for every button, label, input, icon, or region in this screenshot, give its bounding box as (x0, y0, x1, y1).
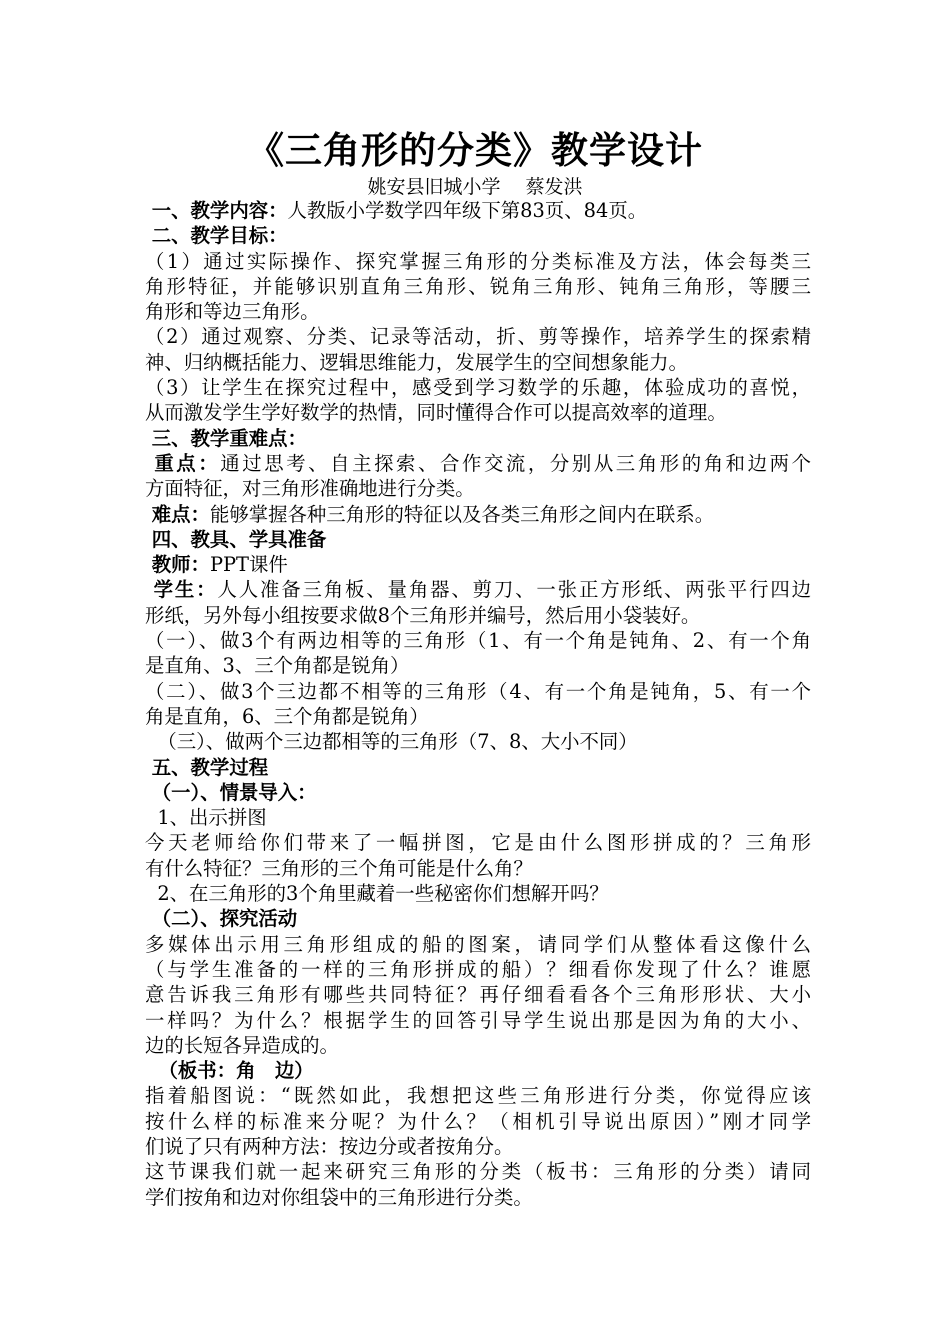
text-line (145, 653, 811, 678)
bold-label: 重点： (145, 451, 221, 475)
text-line (145, 932, 811, 957)
line-text: 角形特征，并能够识别直角三角形、锐角三角形、钝角三角形，等腰三 (145, 274, 811, 298)
line-text: 一样吗？为什么？根据学生的回答引导学生说出那是因为角的大小、 (145, 1008, 811, 1032)
text-line (145, 805, 811, 830)
text-line (145, 830, 811, 855)
line-text: 人人准备三角板、量角器、剪刀、一张正方形纸、两张平行四边 (217, 578, 811, 602)
text-line (145, 527, 811, 552)
text-line (145, 729, 811, 754)
line-text: （二）、做3个三边都不相等的三角形（4、有一个角是钝角，5、有一个 (145, 679, 811, 703)
line-text: （3）让学生在探究过程中，感受到学习数学的乐趣，体验成功的喜悦， (145, 376, 811, 400)
line-text: 按什么样的标准来分呢？为什么？（相机引导说出原因）”刚才同学 (145, 1109, 811, 1133)
line-text: 边的长短各异造成的。 (145, 1033, 339, 1057)
line-text: 能够掌握各种三角形的特征以及各类三角形之间内在联系。 (209, 502, 715, 526)
bold-label: （板书：角 边） (145, 1059, 314, 1083)
line-text: 今天老师给你们带来了一幅拼图，它是由什么图形拼成的？三角形 (145, 831, 811, 855)
bold-label: 三、教学重难点： (145, 426, 307, 450)
text-line (145, 957, 811, 982)
line-text: 角是直角，6、三个角都是锐角） (145, 704, 429, 728)
text-line (145, 1185, 811, 1210)
line-text: 从而激发学生学好数学的热情，同时懂得合作可以提高效率的道理。 (145, 401, 727, 425)
bold-label: 教师： (145, 553, 210, 577)
line-text: 意告诉我三角形有哪些共同特征？再仔细看看各个三角形形状、大小 (145, 983, 811, 1007)
text-line (145, 223, 811, 248)
text-line (145, 577, 811, 602)
text-line (145, 299, 811, 324)
text-line (145, 1109, 811, 1134)
text-line (145, 628, 811, 653)
bold-label: 学生： (145, 578, 218, 602)
line-text: 形纸，另外每小组按要求做8个三角形并编号，然后用小袋装好。 (145, 603, 701, 627)
line-text: （2）通过观察、分类、记录等活动，折、剪等操作，培养学生的探索精 (145, 325, 811, 349)
text-line (145, 1159, 811, 1184)
bold-label: 一、教学内容： (145, 199, 288, 222)
author-line: 姚安县旧城小学 蔡发洪 (367, 176, 583, 198)
text-line (145, 324, 811, 349)
text-line (145, 274, 811, 299)
bold-label: 二、教学目标： (145, 224, 288, 248)
bold-label: （二）、探究活动 (145, 907, 298, 931)
line-text: 人教版小学数学四年级下第83页、84页。 (287, 199, 648, 222)
line-text: 方面特征，对三角形准确地进行分类。 (145, 477, 475, 501)
text-line (145, 400, 811, 425)
line-text: （1）通过实际操作、探究掌握三角形的分类标准及方法，体会每类三 (145, 249, 811, 273)
line-text: 指着船图说：“既然如此，我想把这些三角形进行分类，你觉得应该 (145, 1084, 811, 1108)
text-line (145, 249, 811, 274)
line-text: （与学生准备的一样的三角形拼成的船）？细看你发现了什么？谁愿 (145, 957, 811, 981)
bold-label: 四、教具、学具准备 (145, 527, 327, 551)
text-line (145, 1083, 811, 1108)
text-line (145, 982, 811, 1007)
bold-label: 难点： (145, 502, 210, 526)
line-text: PPT课件 (209, 553, 288, 577)
line-text: 们说了只有两种方法：按边分或者按角分。 (145, 1134, 514, 1158)
text-line (145, 881, 811, 906)
bold-label: （一）、情景导入： (145, 780, 317, 804)
text-line (145, 476, 811, 501)
line-text: 多媒体出示用三角形组成的船的图案，请同学们从整体看这像什么 (145, 932, 811, 956)
text-line (145, 375, 811, 400)
document-title: 《三角形的分类》教学设计 (247, 129, 703, 172)
line-text: 神、归纳概括能力、逻辑思维能力，发展学生的空间想象能力。 (145, 350, 688, 374)
line-text: 这节课我们就一起来研究三角形的分类（板书：三角形的分类）请同 (145, 1160, 811, 1184)
text-line (145, 856, 811, 881)
text-line (145, 755, 811, 780)
text-line (145, 1008, 811, 1033)
text-line (145, 198, 811, 223)
text-line (145, 502, 811, 527)
line-text: 2、在三角形的3个角里藏着一些秘密你们想解开吗？ (145, 882, 609, 906)
text-line (145, 350, 811, 375)
line-text: 1、出示拼图 (145, 806, 267, 830)
document-body (145, 198, 811, 1210)
line-text: 学们按角和边对你组袋中的三角形进行分类。 (145, 1185, 533, 1209)
line-text: （一）、做3个有两边相等的三角形（1、有一个角是钝角、2、有一个角 (145, 629, 811, 653)
line-text: 角形和等边三角形。 (145, 300, 320, 324)
text-line (145, 1134, 811, 1159)
text-line (145, 906, 811, 931)
line-text: 通过思考、自主探索、合作交流，分别从三角形的角和边两个 (220, 451, 811, 475)
line-text: （三）、做两个三边都相等的三角形（7、8、大小不同） (145, 730, 638, 754)
line-text: 是直角、3、三个角都是锐角） (145, 654, 410, 678)
text-line (145, 552, 811, 577)
text-line (145, 451, 811, 476)
text-line (145, 704, 811, 729)
text-line (145, 780, 811, 805)
text-line (145, 603, 811, 628)
bold-label: 五、教学过程 (145, 755, 269, 779)
text-line (145, 679, 811, 704)
line-text: 有什么特征？三角形的三个角可能是什么角？ (145, 856, 533, 880)
text-line (145, 426, 811, 451)
text-line (145, 1058, 811, 1083)
text-line (145, 1033, 811, 1058)
